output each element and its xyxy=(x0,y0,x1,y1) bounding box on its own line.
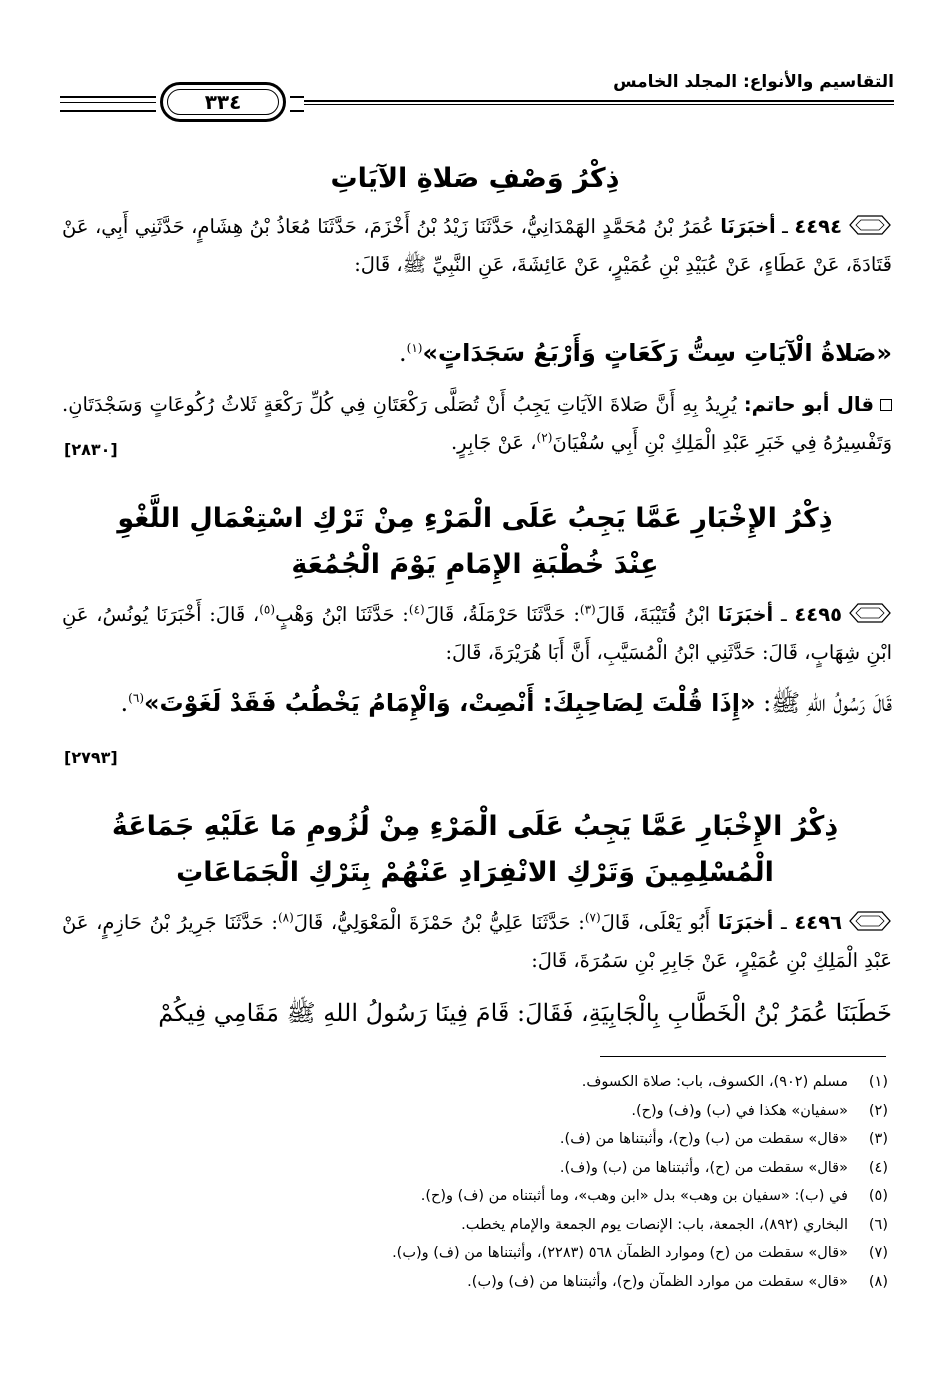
running-header xyxy=(60,70,894,126)
header-ornament-lines xyxy=(60,96,156,112)
hadith-number: ٤٤٩٦ xyxy=(794,911,842,934)
reference-number: [٢٧٩٣] xyxy=(64,748,118,767)
hadith-marker-icon xyxy=(848,601,892,625)
footnote-number: (٧) xyxy=(868,1245,888,1261)
hadith-text: خَطَبَنَا عُمَرُ بْنُ الْخَطَّابِ بِالْجَابِيَةِ، فَقَالَ: قَامَ فِينَا رَسُولُ اللهِ ﷺ مَقَامِي فِيكُمْ xyxy=(158,999,892,1027)
footnote-ref: (٦) xyxy=(128,691,144,705)
akhbarana-label: أخبَرَنَا xyxy=(717,603,774,626)
isnad-text: : حَدَّثَنَا عَلِيُّ بْنُ حَمْزَةَ الْمَعْوَلِيُّ، قَالَ xyxy=(293,911,585,934)
footnote-text: البخاري (٨٩٢)، الجمعة، باب: الإنصات يوم الجمعة والإمام يخطب. xyxy=(461,1216,848,1233)
isnad-text: : حَدَّثَنَا جَرِيرُ بْنُ حَازِمٍ، عَنْ عَبْدِ الْمَلِكِ بْنِ عُمَيْرٍ، عَنْ جَابِرِ بْنِ سَمُرَةَ، قَالَ: xyxy=(62,911,892,972)
footnote-ref: (١) xyxy=(406,341,423,355)
header-ornament-midline xyxy=(60,102,156,103)
hadith-number: ٤٤٩٥ xyxy=(794,603,842,626)
section-heading-line-2: الْمُسْلِمِينَ وَتَرْكِ الانْفِرَادِ عَنْهُمْ بِتَرْكِ الْجَمَاعَاتِ xyxy=(176,857,774,888)
footnote-text: «قال» سقطت من (ح) وموارد الظمآن ٥٦٨ (٢٢٨٣)، وأثبتناها من (ف) و(ب). xyxy=(392,1245,848,1261)
footnote-item xyxy=(58,1068,888,1097)
hadith-paragraph: ٤٤٩٦ ـ أخبَرَنَا أَبُو يَعْلَى، قَالَ$^{(٧)}$: حَدَّثَنَا عَلِيُّ بْنُ حَمْزَةَ الْمَعْوَلِيُّ، قَالَ$^{(٨)}$: حَدَّثَنَا جَرِيرُ بْنُ حَازِمٍ، عَنْ عَبْدِ الْمَلِكِ بْنِ عُمَيْرٍ، عَنْ جَابِرِ بْنِ سَمُرَةَ، قَالَ: xyxy=(62,910,892,972)
commentary-text: يُرِيدُ بِهِ أَنَّ صَلاةَ الآيَاتِ يَجِبُ أَنْ تُصَلَّى رَكْعَتَانِ فِي كُلِّ رَكْعَةٍ ثَلاثُ رُكُوعَاتٍ وَسَجْدَتَانِ. وَتَفْسِيرُهُ فِي خَبَرِ عَبْدِ الْمَلِكِ بْنِ أَبِي سُفْيَانَ xyxy=(62,393,892,454)
section-heading-line-1: ذِكْرُ الإِخْبَارِ عَمَّا يَجِبُ عَلَى الْمَرْءِ مِنْ لُزُومِ مَا عَلَيْهِ جَمَاعَةُ xyxy=(111,811,839,842)
commentary xyxy=(62,386,892,462)
footnote-number: (٦) xyxy=(868,1216,888,1233)
akhbarana-label: أخبَرَنَا xyxy=(717,911,774,934)
reference-number: [٢٨٣٠] xyxy=(64,440,118,459)
page-number: ٣٣٤ xyxy=(167,89,279,115)
footnote-number: (٤) xyxy=(868,1159,888,1176)
akhbarana-label: أخبَرَنَا xyxy=(720,215,776,238)
footnote-item xyxy=(58,1125,888,1154)
header-title: التقاسيم والأنواع: المجلد الخامس xyxy=(613,72,894,92)
footnote-ref: (٢) xyxy=(536,430,553,445)
section-heading-line-1: ذِكْرُ الإِخْبَارِ عَمَّا يَجِبُ عَلَى الْمَرْءِ مِنْ تَرْكِ اسْتِعْمَالِ اللَّغْوِ xyxy=(117,503,833,534)
commentary-end: ، عَنْ جَابِرٍ. xyxy=(450,431,537,454)
footnote-text: في (ب): «سفيان بن وهب» بدل «ابن وهب»، وما أثبتناه من (ف) و(ح). xyxy=(420,1188,848,1204)
isnad-text: أَبُو يَعْلَى، قَالَ xyxy=(600,911,711,934)
hadith-quote xyxy=(62,680,892,726)
footnote-ref: (٣) xyxy=(579,602,596,617)
quote-end: . xyxy=(120,689,129,717)
footnote-item xyxy=(58,1211,888,1240)
isnad-text: عُمَرُ بْنُ مُحَمَّدٍ الهَمْدَانِيُّ، حَدَّثَنَا زَيْدُ بْنُ أَخْزَمَ، حَدَّثَنَا مُعَاذُ بْنُ هِشَامٍ، حَدَّثَنِي أَبِي، عَنْ قَتَادَةَ، عَنْ عَطَاءٍ، عَنْ عُبَيْدِ بْنِ عُمَيْرٍ، عَنْ عَائِشَةَ، عَنِ النَّبِيِّ ﷺ، قَالَ: xyxy=(62,215,892,276)
isnad-text: ، قَالَ: أَخْبَرَنَا يُونُسُ، عَنِ ابْنِ شِهَابٍ، قَالَ: حَدَّثَنِي ابْنُ الْمُسَيَّبِ، أَنَّ أَبَا هُرَيْرَةَ، قَالَ: xyxy=(62,603,892,664)
section-heading-line-2: عِنْدَ خُطْبَةِ الإِمَامِ يَوْمَ الْجُمُعَةِ xyxy=(291,549,659,580)
header-rule-thin xyxy=(304,104,894,105)
footnote-text: «قال» سقطت من موارد الظمآن و(ح)، وأثبتناها من (ف) و(ب). xyxy=(467,1273,848,1290)
footnote-text: مسلم (٩٠٢)، الكسوف، باب: صلاة الكسوف. xyxy=(581,1074,848,1090)
section-heading: ذِكْرُ وَصْفِ صَلاةِ الآيَاتِ xyxy=(330,163,620,194)
hadith-paragraph: ٤٤٩٥ ـ أخبَرَنَا ابْنُ قُتَيْبَةَ، قَالَ$^{(٣)}$: حَدَّثَنَا حَرْمَلَةُ، قَالَ$^{(٤)}$: حَدَّثَنَا ابْنُ وَهْبٍ$^{(٥)}$، قَالَ: أَخْبَرَنَا يُونُسُ، عَنِ ابْنِ شِهَابٍ، قَالَ: حَدَّثَنِي ابْنُ الْمُسَيَّبِ، أَنَّ أَبَا هُرَيْرَةَ، قَالَ: xyxy=(62,602,892,664)
quote-intro: قَالَ رَسُولُ اللهِ ﷺ: xyxy=(763,689,892,717)
hadith-quote: «صَلاةُ الْآيَاتِ سِتُّ رَكَعَاتٍ وَأَرْبَعُ سَجَدَاتٍ»$^{(١)}$. xyxy=(398,339,892,367)
hadith-marker-icon xyxy=(848,213,892,237)
footnote-number: (٣) xyxy=(868,1131,888,1147)
footnote-number: (١) xyxy=(868,1074,888,1090)
footnote-item xyxy=(58,1239,888,1268)
footnote-item xyxy=(58,1182,888,1211)
footnote-item xyxy=(58,1154,888,1183)
footnote-ref: (٧) xyxy=(584,910,601,925)
footnote-text: «قال» سقطت من (ح)، وأثبتناها من (ب) و(ف). xyxy=(559,1159,848,1176)
footnotes xyxy=(58,1068,888,1296)
footnote-ref: (٨) xyxy=(277,910,294,925)
footnote-ref: (٤) xyxy=(408,602,425,617)
page-number-frame xyxy=(160,82,286,122)
header-rule xyxy=(304,100,894,102)
footnote-ref: (٥) xyxy=(259,602,276,617)
quote-text: «إِذَا قُلْتَ لِصَاحِبِكَ: أَنْصِتْ، وَالْإِمَامُ يَخْطُبُ فَقَدْ لَغَوْتَ» xyxy=(144,689,756,717)
square-bullet-icon xyxy=(880,399,892,411)
footnote-number: (٥) xyxy=(868,1188,888,1204)
footnote-number: (٨) xyxy=(868,1273,888,1290)
hadith-paragraph: ٤٤٩٤ ـ أخبَرَنَا عُمَرُ بْنُ مُحَمَّدٍ الهَمْدَانِيُّ، حَدَّثَنَا زَيْدُ بْنُ أَخْزَمَ، حَدَّثَنَا مُعَاذُ بْنُ هِشَامٍ، حَدَّثَنِي أَبِي، عَنْ قَتَادَةَ، عَنْ عَطَاءٍ، عَنْ عُبَيْدِ بْنِ عُمَيْرٍ، عَنْ عَائِشَةَ، عَنِ النَّبِيِّ ﷺ، قَالَ: xyxy=(62,215,892,276)
footnote-number: (٢) xyxy=(868,1102,888,1119)
footnote-item xyxy=(58,1097,888,1126)
footnote-text: «سفيان» هكذا في (ب) و(ف) و(ح). xyxy=(631,1102,848,1119)
footnote-text: «قال» سقطت من (ب) و(ح)، وأثبتناها من (ف). xyxy=(559,1131,848,1147)
hadith-number: ٤٤٩٤ xyxy=(794,215,842,238)
isnad-text: ابْنُ قُتَيْبَةَ، قَالَ xyxy=(595,603,711,626)
commentary-speaker: قال أبو حاتم: xyxy=(743,393,874,416)
footnote-separator xyxy=(600,1056,886,1057)
footnote-item xyxy=(58,1268,888,1297)
hadith-marker-icon xyxy=(848,909,892,933)
isnad-text: : حَدَّثَنَا حَرْمَلَةُ، قَالَ xyxy=(424,603,580,626)
header-ornament-connector xyxy=(290,96,304,112)
isnad-text: : حَدَّثَنَا ابْنُ وَهْبٍ xyxy=(275,603,409,626)
quote-text: «صَلاةُ الْآيَاتِ سِتُّ رَكَعَاتٍ وَأَرْبَعُ سَجَدَاتٍ» xyxy=(422,339,892,367)
